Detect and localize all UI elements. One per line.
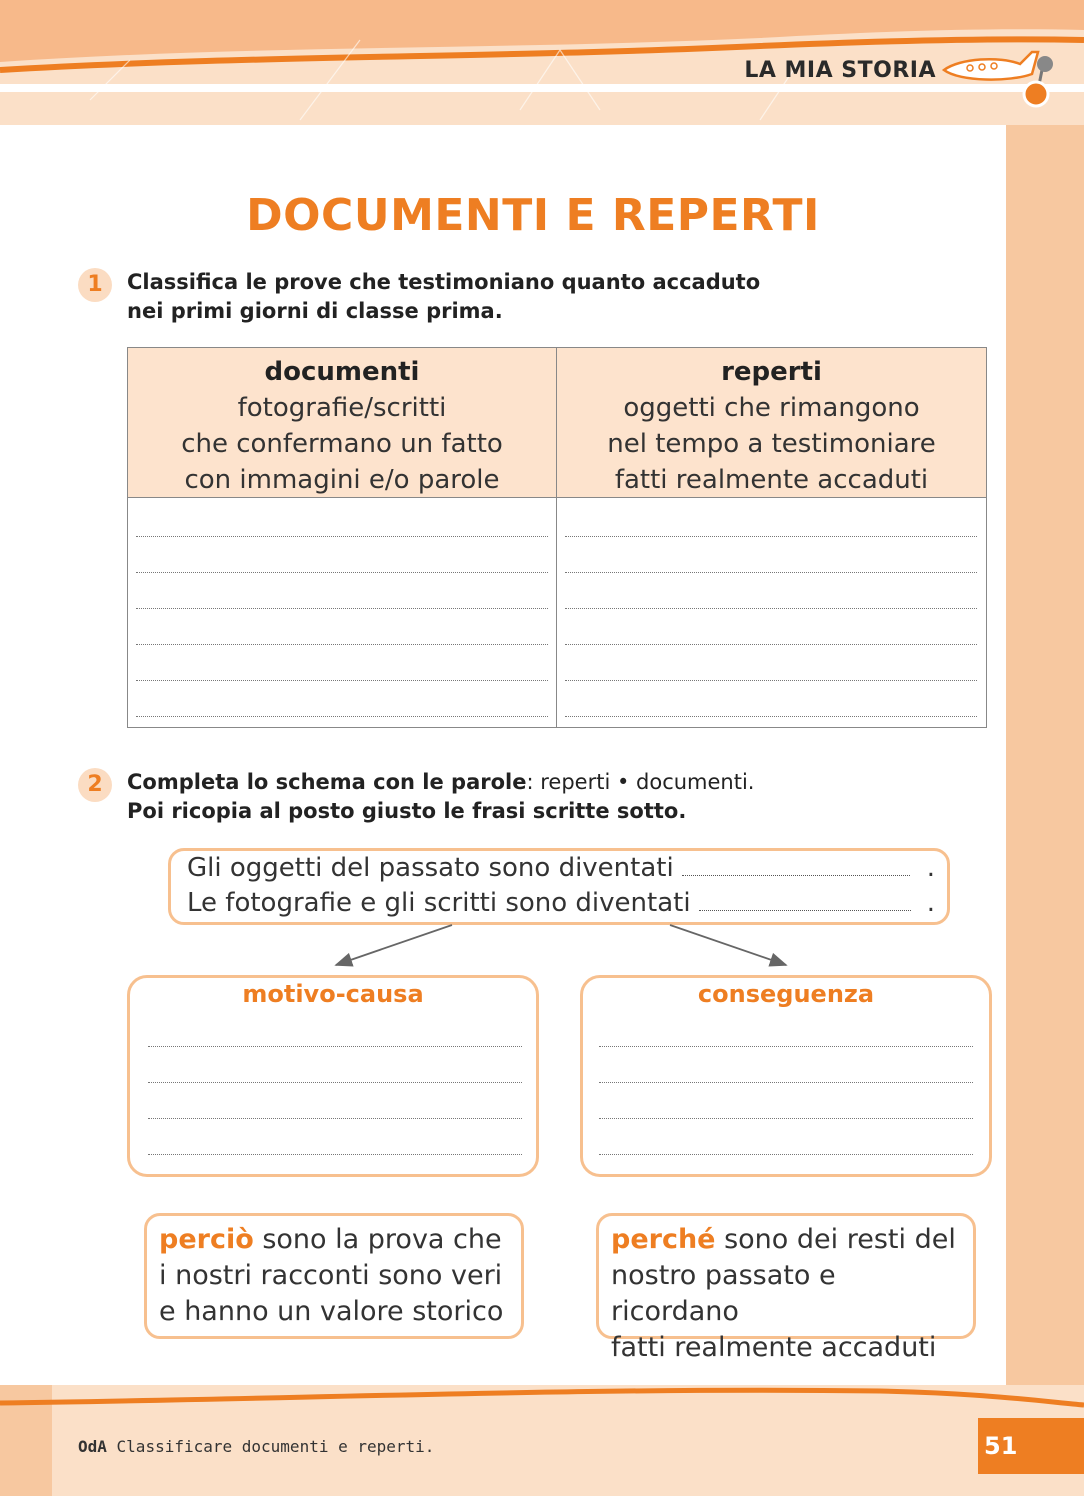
exercise-number-2: 2	[78, 768, 112, 802]
instruction-line: Completa lo schema con le parole	[127, 770, 527, 794]
phrase-text: sono dei resti del	[715, 1224, 956, 1255]
arrow-right-icon	[670, 925, 786, 965]
page-title: DOCUMENTI E REPERTI	[246, 190, 820, 241]
sentence-text: Le fotografie e gli scritti sono diventati	[187, 888, 691, 918]
box-title: conseguenza	[697, 980, 875, 1008]
column-title: reperti	[721, 357, 822, 387]
oda-label: OdA	[78, 1437, 107, 1456]
column-description: fatti realmente accaduti	[614, 465, 929, 495]
box-title: motivo-causa	[242, 980, 424, 1008]
writing-line[interactable]	[148, 1046, 522, 1047]
sentence-period: .	[926, 888, 935, 918]
learning-objective	[78, 1437, 434, 1456]
writing-line[interactable]	[599, 1118, 973, 1119]
arrow-left-icon	[336, 925, 452, 965]
phrase-text: i nostri racconti sono veri	[159, 1260, 503, 1291]
phrase-text: e hanno un valore storico	[159, 1296, 504, 1327]
phrase-box-right	[596, 1213, 976, 1363]
sentence-period: .	[926, 853, 935, 883]
writing-line[interactable]	[148, 1154, 522, 1155]
consequence-box	[580, 975, 992, 1177]
phrase-box-left	[144, 1213, 524, 1339]
column-description: nel tempo a testimoniare	[607, 429, 936, 459]
writing-line[interactable]	[148, 1082, 522, 1083]
phrase-keyword: perciò	[159, 1224, 254, 1255]
phrase-text: fatti realmente accaduti	[611, 1332, 937, 1363]
instruction-words: : reperti • documenti.	[526, 770, 755, 794]
column-title: documenti	[264, 357, 420, 387]
column-description: fotografie/scritti	[237, 393, 447, 423]
instruction-line: Classifica le prove che testimoniano quanto accaduto	[127, 270, 761, 294]
phrase-text: nostro passato e ricordano	[611, 1260, 836, 1327]
exercise-number-1: 1	[78, 268, 112, 302]
writing-line[interactable]	[599, 1154, 973, 1155]
writing-line[interactable]	[599, 1046, 973, 1047]
phrase-keyword: perché	[611, 1224, 716, 1255]
instruction-line: nei primi giorni di classe prima.	[127, 299, 503, 323]
column-description: oggetti che rimangono	[623, 393, 920, 423]
cause-box	[127, 975, 539, 1177]
page-number: 51	[978, 1418, 1084, 1474]
writing-line[interactable]	[148, 1118, 522, 1119]
column-description: che confermano un fatto	[181, 429, 503, 459]
instruction-line: Poi ricopia al posto giusto le frasi scritte sotto.	[127, 799, 687, 823]
column-description: con immagini e/o parole	[184, 465, 500, 495]
sentence-text: Gli oggetti del passato sono diventati	[187, 853, 674, 883]
phrase-text: sono la prova che	[253, 1224, 502, 1255]
oda-text: Classificare documenti e reperti.	[106, 1437, 435, 1456]
writing-line[interactable]	[599, 1082, 973, 1083]
section-label: LA MIA STORIA	[744, 58, 936, 83]
